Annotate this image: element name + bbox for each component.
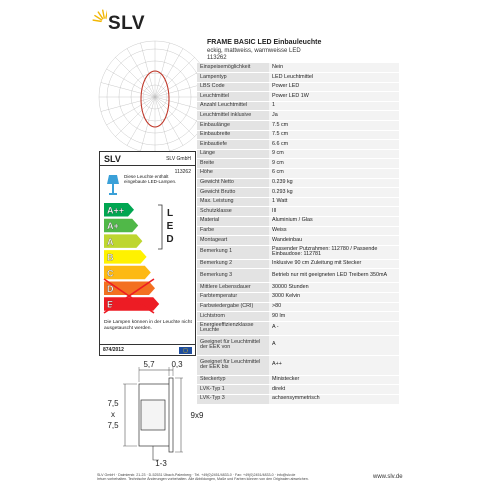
- spec-value: A -: [269, 321, 399, 335]
- spec-value: Ministecker: [269, 375, 399, 385]
- energy-class-scale: [102, 203, 192, 315]
- spec-key: Einbautiefe: [197, 140, 269, 150]
- energy-class-label: E: [107, 299, 114, 310]
- spec-key: Material: [197, 217, 269, 227]
- dim-left-2: 7,5: [107, 421, 119, 430]
- spec-key: Farbwiedergabe (CRI): [197, 302, 269, 312]
- spec-row: [197, 149, 399, 159]
- spec-value: 0.239 kg: [269, 178, 399, 188]
- spec-row: [197, 121, 399, 131]
- led-vertical-label: L E D: [166, 208, 174, 245]
- spec-row: [197, 207, 399, 217]
- energy-label: [99, 151, 196, 356]
- spec-row: [197, 385, 399, 395]
- spec-key: Einbaubreite: [197, 130, 269, 140]
- spec-row: [197, 140, 399, 150]
- spec-value: >80: [269, 302, 399, 312]
- footer-company-info: [97, 473, 367, 482]
- energy-class-label: D: [107, 284, 114, 294]
- energy-label-article: 113262: [174, 169, 191, 175]
- spec-row: [197, 178, 399, 188]
- spec-value: 90 lm: [269, 312, 399, 322]
- spec-key: LVK-Typ 1: [197, 385, 269, 395]
- spec-value: Ja: [269, 111, 399, 121]
- spec-value: 30000 Stunden: [269, 283, 399, 293]
- spec-value: Betrieb nur mit geeigneten LED Treibern 350mA: [269, 269, 399, 283]
- brand-name: SLV: [108, 13, 146, 34]
- spec-key: Max. Leistung: [197, 197, 269, 207]
- spec-row: [197, 245, 399, 259]
- spec-value: achsensymmetrisch: [269, 394, 399, 404]
- spec-value: 1 Watt: [269, 197, 399, 207]
- spec-key: Bemerkung 1: [197, 245, 269, 259]
- spec-row: [197, 292, 399, 302]
- energy-label-logo: SLV: [104, 154, 121, 164]
- spec-key: Geeignet für Leuchtmittel der EEK von: [197, 335, 269, 355]
- spec-value: Passender Putzrahmen: 112780 / Passende Einbaudose: 112781: [269, 245, 399, 259]
- spec-key: Energieeffizienzklasse Leuchte: [197, 321, 269, 335]
- spec-key: Anzahl Leuchtmittel: [197, 101, 269, 111]
- spec-value: Wandeinbau: [269, 236, 399, 246]
- spec-key: Einspeisemöglichkeit: [197, 63, 269, 73]
- spec-row: [197, 394, 399, 404]
- spec-value: 9 cm: [269, 149, 399, 159]
- spec-row: [197, 283, 399, 293]
- spec-row: [197, 312, 399, 322]
- dimension-drawing: [97, 360, 207, 470]
- spec-row: [197, 130, 399, 140]
- spec-row: [197, 188, 399, 198]
- spec-key: Breite: [197, 159, 269, 169]
- spec-value: III: [269, 207, 399, 217]
- sun-icon: [91, 8, 107, 24]
- energy-label-footer: [100, 344, 195, 355]
- spec-key: Steckertyp: [197, 375, 269, 385]
- spec-value: 7.5 cm: [269, 130, 399, 140]
- spec-row: [197, 63, 399, 73]
- energy-label-note: Die Lampen können in der Leuchte nicht ausgetauscht werden.: [104, 320, 192, 331]
- dim-right: 9x9: [190, 411, 204, 420]
- spec-value: 7.5 cm: [269, 121, 399, 131]
- energy-label-included-text: Diese Leuchte enthält eingebaute LED-Lampen.: [124, 174, 177, 185]
- energy-class-label: B: [107, 252, 114, 263]
- led-bracket: [158, 205, 162, 249]
- spec-row: [197, 321, 399, 335]
- product-description: eckig, mattweiss, warmweisse LED: [207, 48, 301, 54]
- energy-label-company: SLV GmbH: [166, 156, 191, 162]
- spec-value: LED Leuchtmittel: [269, 73, 399, 83]
- product-title: FRAME BASIC LED Einbauleuchte: [207, 39, 322, 46]
- energy-label-header: [100, 152, 195, 166]
- energy-class-label: A+: [107, 221, 119, 232]
- spec-value: 0.293 kg: [269, 188, 399, 198]
- spec-value: 6.6 cm: [269, 140, 399, 150]
- spec-key: Lichtstrom: [197, 312, 269, 322]
- spec-key: Farbe: [197, 226, 269, 236]
- footer-line-1: SLV GmbH · Daimlerstr. 21-23 · D-52531 Übach-Palenberg · Tel. +49(0)2451/4833-0 · Fax: +49(0)2451/4833-0 · info@slv.de: [97, 473, 296, 477]
- dim-left-x: x: [111, 410, 115, 419]
- spec-key: Höhe: [197, 169, 269, 179]
- energy-class-label: A++: [107, 205, 125, 216]
- spec-key: Bemerkung 2: [197, 259, 269, 269]
- spec-row: [197, 73, 399, 83]
- dim-top-frame: 0,3: [171, 360, 183, 369]
- spec-key: Leuchtmittel: [197, 92, 269, 102]
- footer-line-2: Irrtum vorbehalten. Technische Änderungen vorbehalten. Alle Abbildungen, Maße und Farben können von den Originalen abweichen.: [97, 477, 309, 482]
- spec-value: Nein: [269, 63, 399, 73]
- spec-value: Weiss: [269, 226, 399, 236]
- dim-bottom: 1-3: [155, 459, 167, 468]
- spec-key: Montageart: [197, 236, 269, 246]
- product-article-number: 113262: [207, 55, 227, 61]
- spec-row: [197, 226, 399, 236]
- spec-row: [197, 302, 399, 312]
- spec-value: Power LED 1W: [269, 92, 399, 102]
- spec-key: Lampentyp: [197, 73, 269, 83]
- light-distribution-diagram: [97, 39, 213, 155]
- spec-key: Einbaulänge: [197, 121, 269, 131]
- spec-key: LBS Code: [197, 82, 269, 92]
- eu-flag-icon: [179, 347, 192, 354]
- spec-row: [197, 159, 399, 169]
- spec-value: 3000 Kelvin: [269, 292, 399, 302]
- spec-key: Länge: [197, 149, 269, 159]
- spec-row: [197, 259, 399, 269]
- spec-row: [197, 217, 399, 227]
- spec-row: [197, 197, 399, 207]
- spec-row: [197, 335, 399, 355]
- spec-key: Bemerkung 3: [197, 269, 269, 283]
- specification-table: [197, 63, 399, 405]
- spec-value: A++: [269, 355, 399, 375]
- spec-row: [197, 169, 399, 179]
- spec-key: Geeignet für Leuchtmittel der EEK bis: [197, 355, 269, 375]
- spec-row: [197, 101, 399, 111]
- dim-left-1: 7,5: [107, 399, 119, 408]
- spec-row: [197, 82, 399, 92]
- spec-row: [197, 269, 399, 283]
- spec-key: LVK-Typ 3: [197, 394, 269, 404]
- energy-class-label: A: [107, 236, 114, 247]
- spec-value: Aluminium / Glas: [269, 217, 399, 227]
- spec-key: Farbtemperatur: [197, 292, 269, 302]
- spec-value: Power LED: [269, 82, 399, 92]
- spec-value: 9 cm: [269, 159, 399, 169]
- energy-class-label: C: [107, 268, 114, 279]
- footer-url: www.slv.de: [373, 474, 403, 480]
- spec-value: 1: [269, 101, 399, 111]
- spec-key: Gewicht Netto: [197, 178, 269, 188]
- lamp-icon: [106, 174, 120, 196]
- spec-value: A: [269, 335, 399, 355]
- dim-top-depth: 5,7: [143, 360, 155, 369]
- energy-label-regulation: 874/2012: [103, 346, 124, 353]
- spec-row: [197, 375, 399, 385]
- spec-key: Leuchtmittel inklusive: [197, 111, 269, 121]
- spec-value: 6 cm: [269, 169, 399, 179]
- spec-key: Schutzklasse: [197, 207, 269, 217]
- spec-value: Inklusive 90 cm Zuleitung mit Stecker: [269, 259, 399, 269]
- spec-row: [197, 92, 399, 102]
- spec-row: [197, 236, 399, 246]
- spec-value: direkt: [269, 385, 399, 395]
- spec-key: Gewicht Brutto: [197, 188, 269, 198]
- spec-row: [197, 111, 399, 121]
- brand-logo: [91, 8, 171, 34]
- spec-key: Mittlere Lebensdauer: [197, 283, 269, 293]
- spec-row: [197, 355, 399, 375]
